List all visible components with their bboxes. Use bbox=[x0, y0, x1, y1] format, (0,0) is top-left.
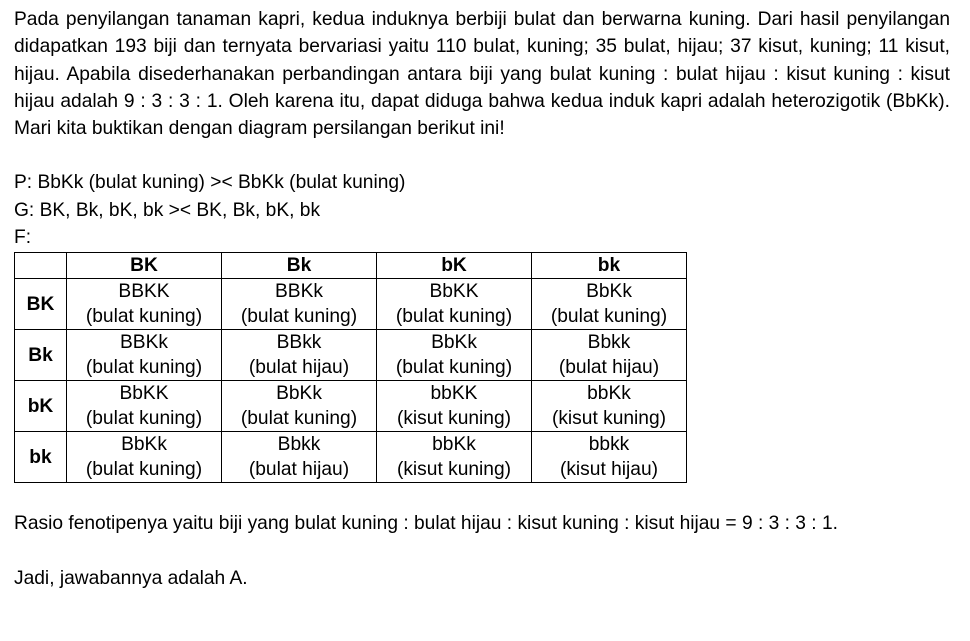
punnett-cell bbox=[67, 279, 222, 330]
punnett-cell bbox=[222, 279, 377, 330]
punnett-cell bbox=[377, 330, 532, 381]
genotype: bbKk bbox=[587, 383, 631, 405]
phenotype: (bulat hijau) bbox=[248, 357, 350, 379]
row-header: bK bbox=[15, 381, 67, 432]
parent-generation: P: BbKk (bulat kuning) >< BbKk (bulat kuning) bbox=[14, 172, 406, 194]
genotype: BbKK bbox=[119, 383, 169, 405]
col-header: bK bbox=[377, 253, 532, 279]
punnett-row bbox=[15, 330, 687, 381]
phenotype: (bulat kuning) bbox=[85, 357, 203, 379]
genotype: BBkk bbox=[276, 332, 322, 354]
phenotype: (kisut kuning) bbox=[551, 408, 667, 430]
punnett-cell bbox=[67, 432, 222, 483]
corner-cell bbox=[15, 253, 67, 279]
intro-line: bahwa kedua induk kapri adalah heterozigotik (BbKk). Mari kita buktikan dengan diagram bbox=[14, 90, 950, 140]
punnett-cell bbox=[377, 381, 532, 432]
phenotype: (bulat hijau) bbox=[248, 459, 350, 481]
genotype: BBKk bbox=[120, 332, 168, 354]
punnett-cell bbox=[67, 330, 222, 381]
genotype: BbKk bbox=[276, 383, 322, 405]
punnett-cell bbox=[222, 432, 377, 483]
genotype: BbKK bbox=[429, 281, 479, 303]
intro-paragraph bbox=[14, 6, 950, 142]
cross-diagram bbox=[14, 169, 950, 251]
punnett-cell bbox=[532, 330, 687, 381]
phenotype: (bulat hijau) bbox=[558, 357, 660, 379]
punnett-row bbox=[15, 279, 687, 330]
genotype: Bbkk bbox=[277, 434, 321, 456]
punnett-row bbox=[15, 381, 687, 432]
phenotype: (bulat kuning) bbox=[395, 357, 513, 379]
punnett-header-row bbox=[15, 253, 687, 279]
final-answer: Jadi, jawabannya adalah A. bbox=[14, 567, 248, 589]
col-header: Bk bbox=[222, 253, 377, 279]
punnett-cell bbox=[222, 381, 377, 432]
genotype: bbKk bbox=[432, 434, 476, 456]
intro-line: 37 kisut, kuning; 11 kisut, hijau. Apabila disederhanakan perbandingan antara biji yang bulat bbox=[14, 36, 950, 85]
genotype: BBKK bbox=[118, 281, 170, 303]
row-header: BK bbox=[15, 279, 67, 330]
row-header: bk bbox=[15, 432, 67, 483]
punnett-cell bbox=[222, 330, 377, 381]
punnett-cell bbox=[532, 432, 687, 483]
phenotype: (kisut kuning) bbox=[396, 408, 512, 430]
punnett-row bbox=[15, 432, 687, 483]
phenotype: (kisut hijau) bbox=[559, 459, 659, 481]
genotype: BbKk bbox=[586, 281, 632, 303]
gametes-line: G: BK, Bk, bK, bk >< BK, Bk, bK, bk bbox=[14, 199, 321, 221]
genotype: BBKk bbox=[275, 281, 323, 303]
genotype: BbKk bbox=[431, 332, 477, 354]
phenotype: (bulat kuning) bbox=[240, 408, 358, 430]
intro-line: kuning : bulat hijau : kisut kuning : kisut hijau adalah 9 : 3 : 3 : 1. Oleh karena itu, dapat diduga bbox=[14, 63, 950, 112]
punnett-square bbox=[14, 252, 687, 483]
punnett-cell bbox=[532, 279, 687, 330]
punnett-cell bbox=[377, 279, 532, 330]
genotype: BbKk bbox=[121, 434, 167, 456]
phenotype: (bulat kuning) bbox=[395, 306, 513, 328]
genotype: bbKK bbox=[430, 383, 478, 405]
punnett-cell bbox=[67, 381, 222, 432]
intro-line: Pada penyilangan tanaman kapri, kedua induknya berbiji bulat dan berwarna kuning. Dari hasil bbox=[14, 9, 840, 30]
intro-line: penyilangan didapatkan 193 biji dan ternyata bervariasi yaitu 110 bulat, kuning; 35 bulat, hijau; bbox=[14, 9, 950, 58]
phenotype: (bulat kuning) bbox=[85, 306, 203, 328]
phenotype: (bulat kuning) bbox=[240, 306, 358, 328]
punnett-cell bbox=[377, 432, 532, 483]
phenotype: (bulat kuning) bbox=[550, 306, 668, 328]
phenotype-ratio: Rasio fenotipenya yaitu biji yang bulat kuning : bulat hijau : kisut kuning : kisut hijau = 9 : 3 : 3 : 1. bbox=[14, 513, 838, 535]
phenotype: (kisut kuning) bbox=[396, 459, 512, 481]
col-header: bk bbox=[532, 253, 687, 279]
phenotype: (bulat kuning) bbox=[85, 459, 203, 481]
genotype: bbkk bbox=[588, 434, 630, 456]
genotype: Bbkk bbox=[587, 332, 631, 354]
phenotype: (bulat kuning) bbox=[85, 408, 203, 430]
col-header: BK bbox=[67, 253, 222, 279]
row-header: Bk bbox=[15, 330, 67, 381]
solution-document bbox=[14, 6, 950, 592]
punnett-cell bbox=[532, 381, 687, 432]
filial-label: F: bbox=[14, 227, 32, 249]
intro-line: persilangan berikut ini! bbox=[312, 118, 505, 140]
